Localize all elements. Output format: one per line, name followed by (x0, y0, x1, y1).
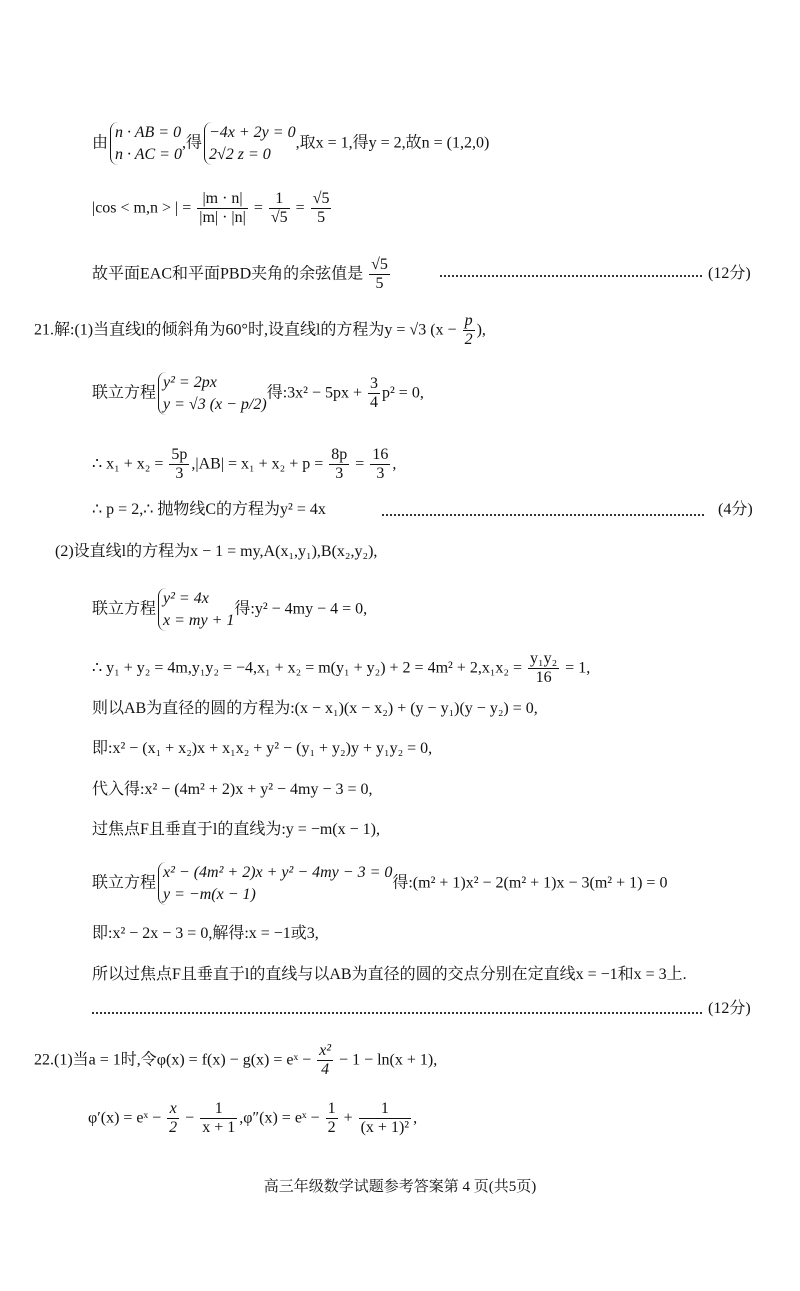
text: − 1 − ln(x + 1), (339, 1051, 438, 1069)
text: ), (476, 321, 486, 339)
text: 即:x² − 2x − 3 = 0,解得:x = −1或3, (92, 925, 319, 942)
fraction (167, 1100, 179, 1138)
text: 代入得:x² − (4m² + 2)x + y² − 4my − 3 = 0, (92, 781, 373, 798)
fraction (317, 1042, 333, 1080)
equation: y² = 4x (163, 590, 209, 607)
numerator: y₁y₂ (528, 650, 559, 669)
denominator: 5 (375, 275, 384, 293)
line-perpendicular-line (92, 822, 380, 838)
equation-system (158, 862, 392, 905)
line-solution (92, 926, 319, 942)
text: 得:(m² + 1)x² − 2(m² + 1)x − 3(m² + 1) = 0 (392, 874, 668, 892)
denominator: 2 (169, 1119, 178, 1137)
line-joint-equations-1 (92, 372, 424, 415)
equation-system (204, 122, 296, 165)
text: (2)设直线l的方程为x − 1 = my,A(x₁,y₁),B(x₂,y₂), (55, 543, 378, 560)
numerator: 1 (269, 190, 290, 209)
equation: 2√2 z = 0 (208, 145, 271, 163)
denominator: √5 (270, 209, 288, 227)
text: ∴ y₁ + y₂ = 4m,y₁y₂ = −4,x₁ + x₂ = m(y₁ + y₂) + 2 = 4m² + 2,x₁x₂ = (92, 659, 523, 677)
text: 则以AB为直径的圆的方程为:(x − x₁)(x − x₂) + (y − y₁)(y − y₂) = 0, (92, 700, 538, 717)
line-part-2-setup (55, 544, 377, 560)
fraction (359, 1100, 411, 1138)
numerator: √5 (311, 190, 332, 209)
score-label: (4分) (718, 501, 753, 518)
fraction (200, 1100, 237, 1138)
text: 即:x² − (x₁ + x₂)x + x₁x₂ + y² − (y₁ + y₂)y + y₁y₂ = 0, (92, 740, 433, 757)
line-expanded-equation (92, 741, 432, 757)
numerator: √5 (369, 256, 390, 275)
fraction (326, 1100, 338, 1138)
question-22-heading (34, 1042, 437, 1080)
text: = (355, 455, 365, 473)
equation: y = √3 (x − p/2) (163, 395, 267, 413)
equation: x² − (4m² + 2)x + y² − 4my − 3 = 0 (163, 864, 393, 881)
text: ,φ″(x) = eˣ − (239, 1109, 320, 1127)
text: 21.解:(1)当直线l的倾斜角为60°时,设直线l的方程为y = √3 (x − (34, 321, 457, 339)
text: 故平面EAC和平面PBD夹角的余弦值是 (92, 265, 364, 283)
numerator: 16 (370, 446, 390, 465)
text: 所以过焦点F且垂直于l的直线与以AB为直径的圆的交点分别在定直线x = −1和x = 3上. (92, 966, 687, 983)
line-conclusion (92, 967, 687, 983)
denominator: 5 (317, 209, 326, 227)
equation: n · AB = 0 (115, 124, 182, 141)
text: 由 (92, 134, 109, 152)
numerator: 5p (169, 446, 189, 465)
numerator: 1 (326, 1100, 338, 1119)
denominator: |m| · |n| (199, 209, 246, 227)
denominator: 3 (376, 465, 385, 483)
page-footer: 高三年级数学试题参考答案第 4 页(共5页) (263, 1179, 537, 1195)
dot-leader (440, 275, 702, 277)
fraction (311, 190, 332, 228)
fraction (463, 312, 475, 350)
denominator: 3 (175, 465, 184, 483)
numerator: x (167, 1100, 179, 1119)
text: = (295, 199, 305, 217)
fraction (369, 256, 390, 294)
text: 22.(1)当a = 1时,令φ(x) = f(x) − g(x) = eˣ − (34, 1051, 312, 1069)
denominator: 4 (370, 394, 378, 412)
text: = (253, 199, 263, 217)
line-cosine-conclusion (92, 256, 392, 294)
denominator: 16 (535, 669, 552, 687)
fraction (269, 190, 290, 228)
line-derivatives (88, 1100, 417, 1138)
text: 联立方程 (92, 874, 157, 892)
text: 过焦点F且垂直于l的直线为:y = −m(x − 1), (92, 821, 380, 838)
equation-system (110, 122, 182, 165)
text: 联立方程 (92, 600, 157, 618)
line-normal-vector (92, 122, 489, 165)
line-circle-equation (92, 701, 538, 717)
numerator: x² (317, 1042, 333, 1061)
denominator: 3 (335, 465, 344, 483)
line-joint-equations-2 (92, 588, 367, 631)
line-parabola-equation (92, 502, 326, 518)
score-label: (12分) (708, 1000, 751, 1017)
text: ,取x = 1,得y = 2,故n = (1,2,0) (295, 134, 490, 152)
numerator: 3 (368, 375, 380, 394)
line-substituted-equation (92, 782, 373, 798)
text: , (413, 1109, 418, 1127)
text: ,得 (181, 134, 202, 152)
denominator: 2 (464, 331, 473, 349)
text: p² = 0, (382, 384, 424, 402)
equation-system (158, 372, 267, 415)
dot-leader (92, 1012, 702, 1014)
denominator: (x + 1)² (360, 1119, 410, 1137)
score-label: (12分) (708, 265, 751, 282)
text: − (185, 1109, 195, 1127)
text: , (392, 455, 397, 473)
fraction (329, 446, 349, 484)
fraction (528, 650, 559, 688)
denominator: 4 (321, 1061, 330, 1079)
denominator: 2 (327, 1119, 336, 1137)
numerator: p (463, 312, 475, 331)
text: φ′(x) = eˣ − (88, 1109, 162, 1127)
line-chord-length (92, 446, 396, 484)
text: = 1, (565, 659, 591, 677)
text: |cos < m,n > | = (92, 199, 192, 217)
equation: n · AC = 0 (115, 145, 182, 163)
line-cos-angle (92, 190, 333, 228)
equation: y² = 2px (163, 374, 217, 391)
numerator: 1 (200, 1100, 237, 1119)
text: + (343, 1109, 353, 1127)
fraction (197, 190, 248, 228)
dot-leader (382, 514, 704, 516)
numerator: 1 (359, 1100, 411, 1119)
line-joint-equations-3 (92, 862, 667, 905)
denominator: x + 1 (202, 1119, 236, 1137)
text: 得:3x² − 5px + (266, 384, 362, 402)
fraction (370, 446, 390, 484)
text: ∴ p = 2,∴ 抛物线C的方程为y² = 4x (92, 501, 326, 518)
equation: y = −m(x − 1) (163, 885, 256, 903)
numerator: |m · n| (197, 190, 248, 209)
equation: x = my + 1 (163, 611, 235, 629)
equation: −4x + 2y = 0 (208, 124, 296, 141)
numerator: 8p (329, 446, 349, 465)
text: ∴ x₁ + x₂ = (92, 455, 164, 473)
text: 联立方程 (92, 384, 157, 402)
fraction (169, 446, 189, 484)
fraction (368, 375, 380, 413)
line-vieta (92, 650, 590, 688)
equation-system (158, 588, 234, 631)
text: 得:y² − 4my − 4 = 0, (234, 600, 368, 618)
text: ,|AB| = x₁ + x₂ + p = (191, 455, 324, 473)
question-21-heading (34, 312, 486, 350)
